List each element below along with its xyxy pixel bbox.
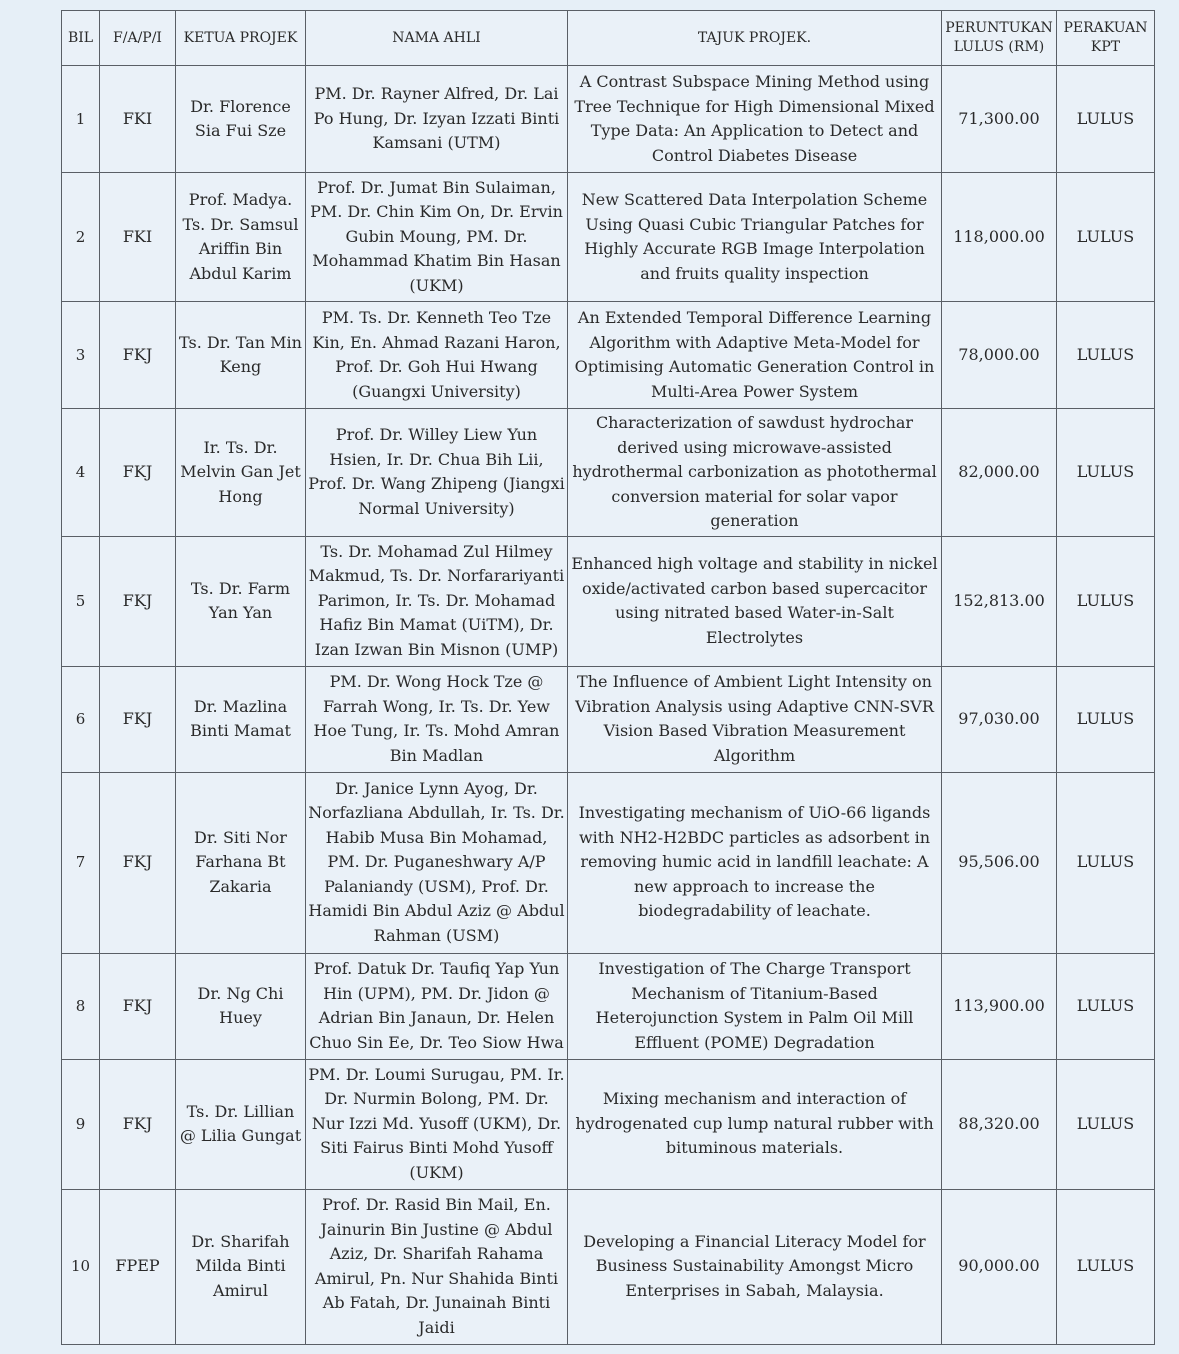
cell-amount: 78,000.00: [942, 302, 1057, 409]
cell-kpt: LULUS: [1057, 953, 1155, 1059]
grant-table: [61, 10, 1155, 1345]
cell-nama: Prof. Dr. Jumat Bin Sulaiman, PM. Dr. Chin Kim On, Dr. Ervin Gubin Moung, PM. Dr. Mohammad Khatim Bin Hasan (UKM): [306, 173, 568, 302]
cell-tajuk: Enhanced high voltage and stability in nickel oxide/activated carbon based supercacitor using nitrated based Water-in-Salt Electrolytes: [568, 536, 942, 666]
cell-tajuk: Mixing mechanism and interaction of hydrogenated cup lump natural rubber with bituminous materials.: [568, 1059, 942, 1189]
cell-fapi: FKJ: [100, 409, 176, 537]
cell-ketua: Ts. Dr. Tan Min Keng: [176, 302, 306, 409]
cell-fapi: FKJ: [100, 1059, 176, 1189]
cell-kpt: LULUS: [1057, 1189, 1155, 1344]
cell-fapi: FKJ: [100, 772, 176, 953]
cell-bil: 3: [62, 302, 100, 409]
cell-amount: 95,506.00: [942, 772, 1057, 953]
header-perakuan: [1057, 11, 1155, 66]
cell-nama: PM. Dr. Wong Hock Tze @ Farrah Wong, Ir. Ts. Dr. Yew Hoe Tung, Ir. Ts. Mohd Amran Bin Madlan: [306, 666, 568, 772]
cell-ketua: Dr. Sharifah Milda Binti Amirul: [176, 1189, 306, 1344]
cell-ketua: Dr. Mazlina Binti Mamat: [176, 666, 306, 772]
header-tajuk: TAJUK PROJEK.: [568, 11, 942, 66]
table-row: [62, 409, 1155, 537]
cell-fapi: FKJ: [100, 536, 176, 666]
cell-amount: 113,900.00: [942, 953, 1057, 1059]
cell-bil: 2: [62, 173, 100, 302]
cell-nama: Prof. Dr. Willey Liew Yun Hsien, Ir. Dr. Chua Bih Lii, Prof. Dr. Wang Zhipeng (Jiangxi Normal University): [306, 409, 568, 537]
table-row: [62, 1059, 1155, 1189]
cell-nama: PM. Ts. Dr. Kenneth Teo Tze Kin, En. Ahmad Razani Haron, Prof. Dr. Goh Hui Hwang (Guangxi University): [306, 302, 568, 409]
cell-bil: 8: [62, 953, 100, 1059]
cell-tajuk: Characterization of sawdust hydrochar derived using microwave-assisted hydrothermal carbonization as photothermal conversion material for solar vapor generation: [568, 409, 942, 537]
cell-ketua: Ts. Dr. Lillian @ Lilia Gungat: [176, 1059, 306, 1189]
cell-bil: 9: [62, 1059, 100, 1189]
cell-tajuk: An Extended Temporal Difference Learning Algorithm with Adaptive Meta-Model for Optimising Automatic Generation Control in Multi-Area Power System: [568, 302, 942, 409]
header-nama: NAMA AHLI: [306, 11, 568, 66]
cell-bil: 10: [62, 1189, 100, 1344]
cell-fapi: FKJ: [100, 302, 176, 409]
cell-kpt: LULUS: [1057, 409, 1155, 537]
cell-nama: PM. Dr. Loumi Surugau, PM. Ir. Dr. Nurmin Bolong, PM. Dr. Nur Izzi Md. Yusoff (UKM), Dr. Siti Fairus Binti Mohd Yusoff (UKM): [306, 1059, 568, 1189]
header-fapi: F/A/P/I: [100, 11, 176, 66]
cell-bil: 4: [62, 409, 100, 537]
cell-ketua: Ts. Dr. Farm Yan Yan: [176, 536, 306, 666]
cell-fapi: FKI: [100, 173, 176, 302]
cell-amount: 97,030.00: [942, 666, 1057, 772]
table-row: [62, 302, 1155, 409]
table-row: [62, 536, 1155, 666]
cell-tajuk: Investigating mechanism of UiO-66 ligands with NH2-H2BDC particles as adsorbent in removing humic acid in landfill leachate: A new approach to increase the biodegradability of leachate.: [568, 772, 942, 953]
cell-ketua: Dr. Siti Nor Farhana Bt Zakaria: [176, 772, 306, 953]
cell-nama: Ts. Dr. Mohamad Zul Hilmey Makmud, Ts. Dr. Norfarariyanti Parimon, Ir. Ts. Dr. Mohamad Hafiz Bin Mamat (UiTM), Dr. Izan Izwan Bin Misnon (UMP): [306, 536, 568, 666]
cell-ketua: Dr. Florence Sia Fui Sze: [176, 66, 306, 173]
cell-ketua: Dr. Ng Chi Huey: [176, 953, 306, 1059]
cell-bil: 1: [62, 66, 100, 173]
cell-kpt: LULUS: [1057, 173, 1155, 302]
header-ketua: KETUA PROJEK: [176, 11, 306, 66]
header-perakuan-line2: KPT: [1090, 39, 1121, 55]
cell-fapi: FKI: [100, 66, 176, 173]
header-peruntukan: [942, 11, 1057, 66]
cell-ketua: Ir. Ts. Dr. Melvin Gan Jet Hong: [176, 409, 306, 537]
cell-kpt: LULUS: [1057, 666, 1155, 772]
cell-nama: PM. Dr. Rayner Alfred, Dr. Lai Po Hung, Dr. Izyan Izzati Binti Kamsani (UTM): [306, 66, 568, 173]
table-row: [62, 666, 1155, 772]
table-row: [62, 953, 1155, 1059]
cell-amount: 90,000.00: [942, 1189, 1057, 1344]
header-peruntukan-line1: PERUNTUKAN: [945, 20, 1053, 36]
cell-amount: 152,813.00: [942, 536, 1057, 666]
cell-nama: Prof. Datuk Dr. Taufiq Yap Yun Hin (UPM), PM. Dr. Jidon @ Adrian Bin Janaun, Dr. Helen Chuo Sin Ee, Dr. Teo Siow Hwa: [306, 953, 568, 1059]
cell-bil: 7: [62, 772, 100, 953]
cell-amount: 88,320.00: [942, 1059, 1057, 1189]
cell-kpt: LULUS: [1057, 772, 1155, 953]
cell-bil: 6: [62, 666, 100, 772]
cell-tajuk: New Scattered Data Interpolation Scheme Using Quasi Cubic Triangular Patches for Highly Accurate RGB Image Interpolation and fruits quality inspection: [568, 173, 942, 302]
cell-amount: 71,300.00: [942, 66, 1057, 173]
cell-tajuk: Developing a Financial Literacy Model for Business Sustainability Amongst Micro Enterprises in Sabah, Malaysia.: [568, 1189, 942, 1344]
header-bil: BIL: [62, 11, 100, 66]
table-row: [62, 772, 1155, 953]
table-row: [62, 66, 1155, 173]
table-row: [62, 1189, 1155, 1344]
cell-amount: 118,000.00: [942, 173, 1057, 302]
cell-nama: Dr. Janice Lynn Ayog, Dr. Norfazliana Abdullah, Ir. Ts. Dr. Habib Musa Bin Mohamad, PM. Dr. Puganeshwary A/P Palaniandy (USM), Prof. Dr. Hamidi Bin Abdul Aziz @ Abdul Rahman (USM): [306, 772, 568, 953]
cell-kpt: LULUS: [1057, 302, 1155, 409]
cell-fapi: FPEP: [100, 1189, 176, 1344]
cell-kpt: LULUS: [1057, 1059, 1155, 1189]
cell-kpt: LULUS: [1057, 536, 1155, 666]
cell-tajuk: Investigation of The Charge Transport Mechanism of Titanium-Based Heterojunction System in Palm Oil Mill Effluent (POME) Degradation: [568, 953, 942, 1059]
table-row: [62, 173, 1155, 302]
cell-nama: Prof. Dr. Rasid Bin Mail, En. Jainurin Bin Justine @ Abdul Aziz, Dr. Sharifah Rahama Amirul, Pn. Nur Shahida Binti Ab Fatah, Dr. Junainah Binti Jaidi: [306, 1189, 568, 1344]
cell-fapi: FKJ: [100, 666, 176, 772]
cell-bil: 5: [62, 536, 100, 666]
header-peruntukan-line2: LULUS (RM): [953, 39, 1045, 55]
cell-amount: 82,000.00: [942, 409, 1057, 537]
table-header-row: [62, 11, 1155, 66]
grant-table-container: [61, 10, 1154, 1345]
header-perakuan-line1: PERAKUAN: [1063, 20, 1148, 36]
cell-tajuk: The Influence of Ambient Light Intensity on Vibration Analysis using Adaptive CNN-SVR Vision Based Vibration Measurement Algorithm: [568, 666, 942, 772]
cell-fapi: FKJ: [100, 953, 176, 1059]
cell-tajuk: A Contrast Subspace Mining Method using Tree Technique for High Dimensional Mixed Type Data: An Application to Detect and Control Diabetes Disease: [568, 66, 942, 173]
cell-kpt: LULUS: [1057, 66, 1155, 173]
cell-ketua: Prof. Madya. Ts. Dr. Samsul Ariffin Bin Abdul Karim: [176, 173, 306, 302]
